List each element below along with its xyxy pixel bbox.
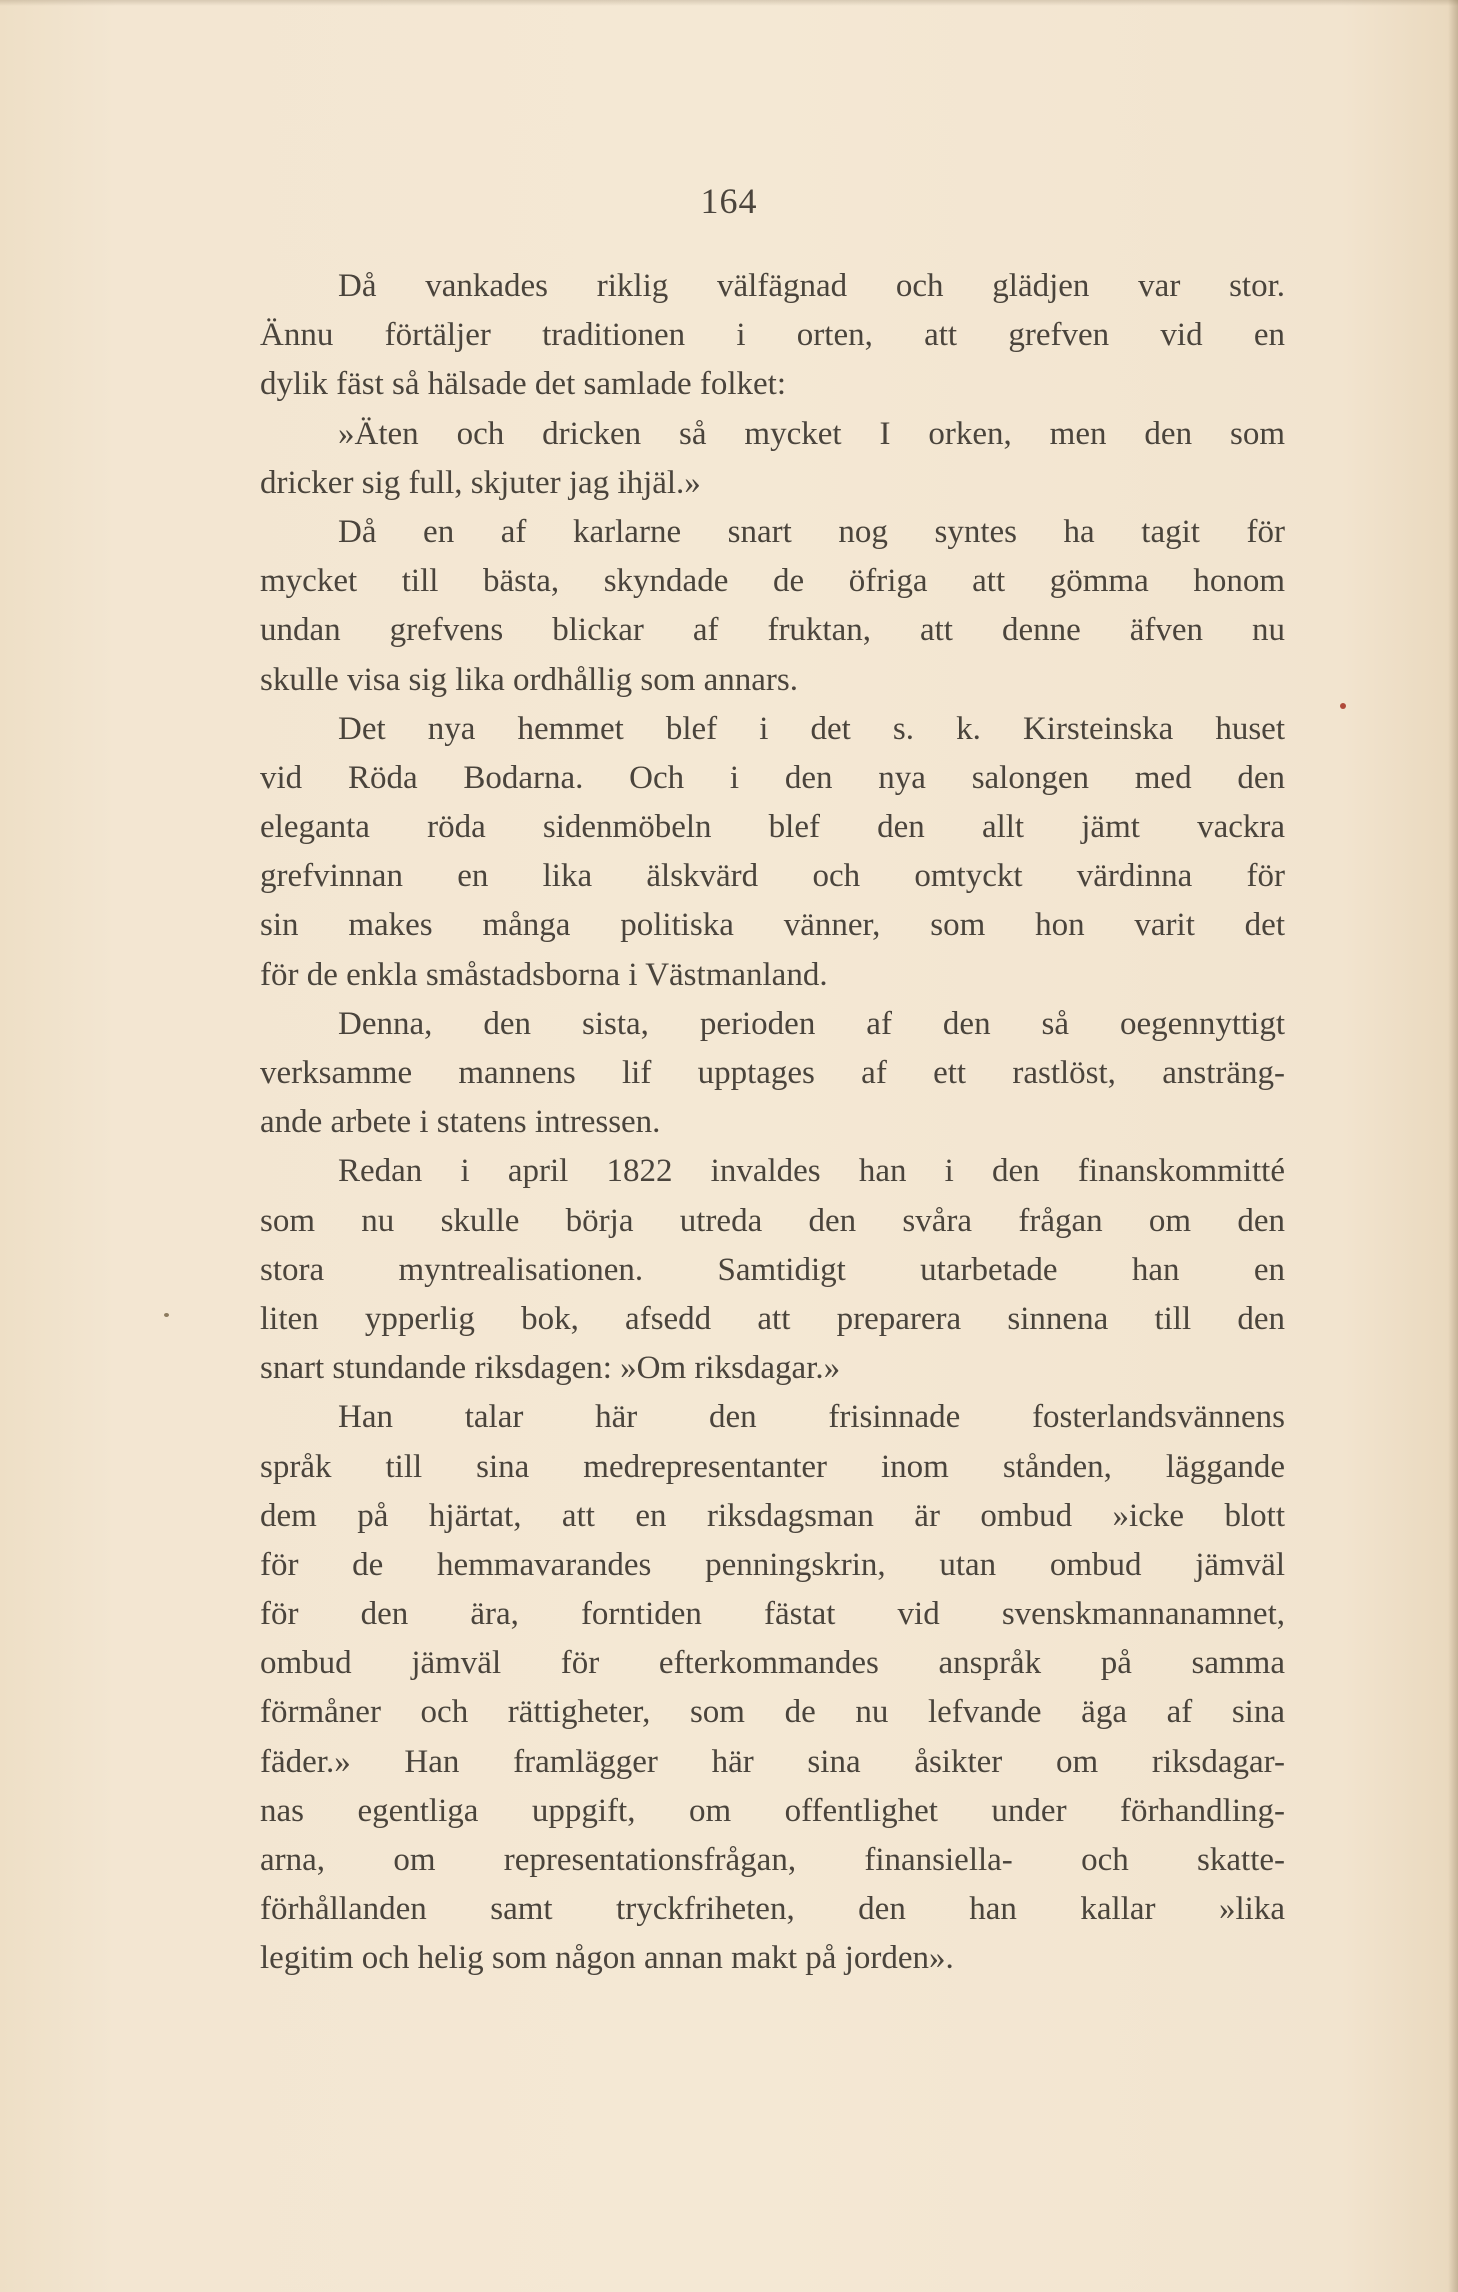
text-line: för de hemmavarandes penningskrin, utan ombud jämväl: [260, 1546, 1285, 1583]
text-line: som nu skulle börja utreda den svåra frågan om den: [260, 1202, 1285, 1239]
text-line: Ännu förtäljer traditionen i orten, att grefven vid en: [260, 317, 1285, 354]
text-line: stora myntrealisationen. Samtidigt utarbetade han en: [260, 1251, 1285, 1288]
text-line: liten ypperlig bok, afsedd att preparera sinnena till den: [260, 1300, 1285, 1337]
text-line: verksamme mannens lif upptages af ett rastlöst, ansträng-: [260, 1055, 1285, 1091]
ink-speck: [164, 1313, 169, 1317]
text-line: skulle visa sig lika ordhållig som annars.: [260, 661, 799, 698]
text-line: grefvinnan en lika älskvärd och omtyckt värdinna för: [260, 858, 1285, 895]
text-line: Han talar här den frisinnade fosterlandsvännens: [338, 1399, 1285, 1436]
text-line: arna, om representationsfrågan, finansiella- och skatte-: [260, 1842, 1285, 1878]
text-line: »Äten och dricken så mycket I orken, men den som: [338, 415, 1285, 452]
text-line: ombud jämväl för efterkommandes anspråk på samma: [260, 1645, 1285, 1682]
text-line: snart stundande riksdagen: »Om riksdagar.»: [260, 1350, 841, 1387]
text-line: legitim och helig som någon annan makt på jorden».: [260, 1940, 954, 1977]
text-line: mycket till bästa, skyndade de öfriga att gömma honom: [260, 563, 1285, 600]
text-line: språk till sina medrepresentanter inom stånden, läggande: [260, 1448, 1285, 1485]
text-line: för de enkla småstadsborna i Västmanland.: [260, 956, 828, 993]
text-line: Då vankades riklig välfägnad och glädjen var stor.: [338, 268, 1285, 304]
page-top-edge: [0, 0, 1458, 6]
text-line: Redan i april 1822 invaldes han i den finanskommitté: [338, 1153, 1285, 1190]
text-line: förmåner och rättigheter, som de nu lefvande äga af sina: [260, 1694, 1285, 1731]
text-line: fäder.» Han framlägger här sina åsikter om riksdagar-: [260, 1743, 1285, 1780]
body-text: [260, 262, 1285, 1984]
text-line: dricker sig full, skjuter jag ihjäl.»: [260, 464, 701, 501]
text-line: för den ära, forntiden fästat vid svenskmannanamnet,: [260, 1596, 1285, 1633]
ink-speck: [1340, 703, 1346, 709]
text-line: Det nya hemmet blef i det s. k. Kirsteinska huset: [338, 710, 1285, 747]
text-line: eleganta röda sidenmöbeln blef den allt jämt vackra: [260, 809, 1285, 846]
page-right-edge: [1448, 0, 1458, 2292]
text-line: sin makes många politiska vänner, som hon varit det: [260, 907, 1285, 944]
text-line: dylik fäst så hälsade det samlade folket:: [260, 366, 787, 403]
text-line: nas egentliga uppgift, om offentlighet under förhandling-: [260, 1792, 1285, 1829]
text-line: vid Röda Bodarna. Och i den nya salongen med den: [260, 759, 1285, 796]
text-line: undan grefvens blickar af fruktan, att denne äfven nu: [260, 612, 1285, 649]
text-line: förhållanden samt tryckfriheten, den han kallar »lika: [260, 1891, 1285, 1928]
text-line: Då en af karlarne snart nog syntes ha tagit för: [338, 513, 1285, 550]
text-line: Denna, den sista, perioden af den så oegennyttigt: [338, 1005, 1285, 1042]
text-line: dem på hjärtat, att en riksdagsman är ombud »icke blott: [260, 1497, 1285, 1534]
page-number: 164: [700, 181, 758, 221]
text-line: ande arbete i statens intressen.: [260, 1104, 661, 1141]
